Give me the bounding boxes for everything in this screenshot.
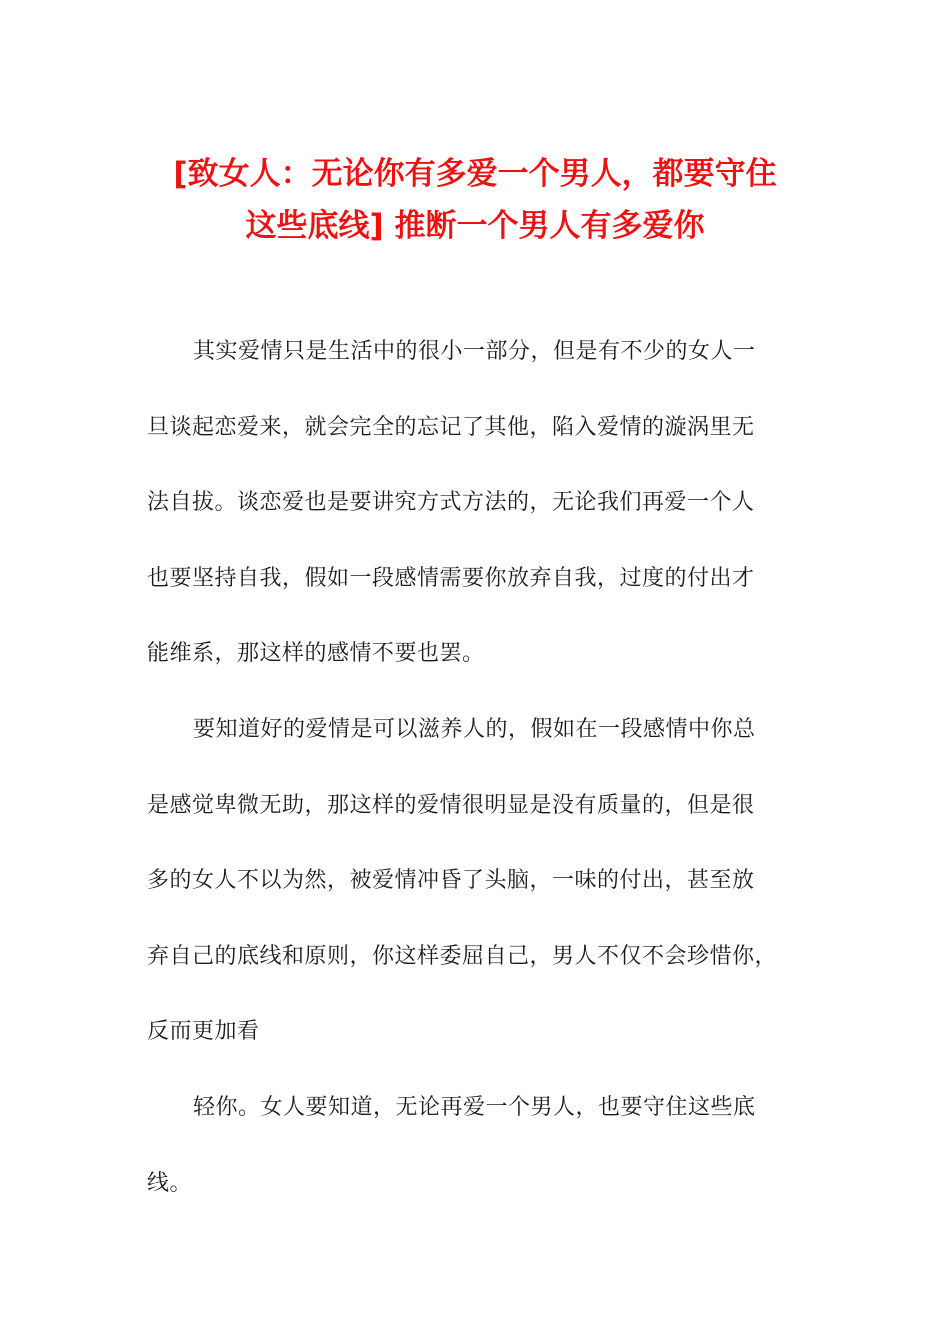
paragraph-1-line-4: 也要坚持自我，假如一段感情需要你放弃自我，过度的付出才 [147,565,755,591]
title-line-1: [致女人：无论你有多爱一个男人，都要守住 [173,156,777,192]
paragraph-2-line-5: 反而更加看 [147,1019,260,1045]
paragraph-1-line-2: 旦谈起恋爱来，就会完全的忘记了其他，陷入爱情的漩涡里无 [147,414,755,440]
paragraph-1-line-1: 其实爱情只是生活中的很小一部分，但是有不少的女人一 [193,339,756,364]
document-title [100,148,850,252]
document-body [147,322,812,1229]
title-line-2: 这些底线] 推断一个男人有多爱你 [245,208,705,244]
paragraph-2-line-4: 弃自己的底线和原则，你这样委屈自己，男人不仅不会珍惜你， [147,943,778,969]
paragraph-1-line-5: 能维系，那这样的感情不要也罢。 [147,641,485,667]
paragraph-2-line-2: 是感觉卑微无助，那这样的爱情很明显是没有质量的，但是很 [147,792,755,818]
paragraph-2-line-1: 要知道好的爱情是可以滋养人的，假如在一段感情中你总 [193,716,756,742]
paragraph-1-line-3: 法自拔。谈恋爱也是要讲究方式方法的，无论我们再爱一个人 [147,490,755,516]
paragraph-3-line-2: 线。 [147,1170,193,1196]
paragraph-3-line-1: 轻你。女人要知道，无论再爱一个男人，也要守住这些底 [193,1094,756,1120]
paragraph-2-line-3: 多的女人不以为然，被爱情冲昏了头脑，一味的付出，甚至放 [147,868,755,894]
